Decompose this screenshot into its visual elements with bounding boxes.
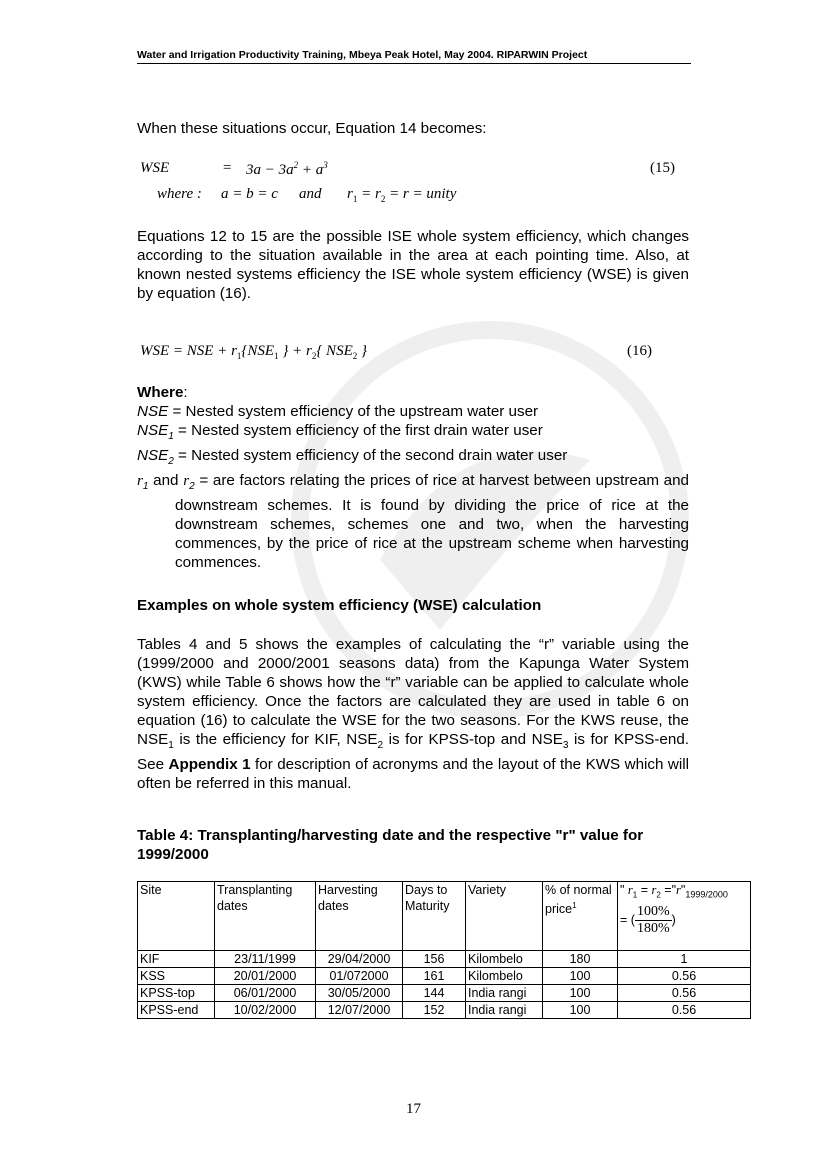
equation-16: WSE = NSE + $r_1\{NSE_1$ } + $r_2${ $NSE_2$ } (16) bbox=[140, 343, 652, 361]
page-number: 17 bbox=[406, 1101, 421, 1117]
equation-15-where: where : a = b = c and $r_1 = r_2 = r$ = unity bbox=[157, 186, 457, 204]
col-transplanting: Transplanting dates bbox=[215, 882, 316, 951]
equation-15 bbox=[140, 160, 690, 177]
definition-nse2: $NSE_2$ = Nested system efficiency of the second drain water user bbox=[137, 447, 568, 468]
col-variety: Variety bbox=[466, 882, 543, 951]
table-caption: Table 4: Transplanting/harvesting date and the respective "r" value for 1999/2000 bbox=[137, 827, 644, 863]
eq15-number: (15) bbox=[650, 160, 675, 176]
col-days: Days to Maturity bbox=[403, 882, 466, 951]
table-4 bbox=[137, 881, 751, 1019]
running-header: Water and Irrigation Productivity Training, Mbeya Peak Hotel, May 2004. RIPARWIN Project bbox=[137, 49, 691, 64]
col-site: Site bbox=[138, 882, 215, 951]
where-label: Where bbox=[137, 384, 184, 401]
where-block: Where: NSE = Nested system efficiency of the upstream water user $NSE_1$ = Nested system efficiency of the first drain water user $NSE_2$ = Nested system efficiency of the second drain water user $r_1$ and $r_2$ = are factors relating the prices of rice at harvest between upstream and downstream schemes. It is found by dividing the price of rice at the downstream schemes, schemes one and two, when the harvesting commences, by the price of rice at the upstream scheme when harvesting commences. bbox=[137, 384, 689, 572]
definition-r-factors: $r_1$ and $r_2$ = are factors relating the prices of rice at harvest between upstream and downstream schemes. It is found by dividing the price of rice at the downstream schemes, schemes one and two, when the harvesting commences, by the price of rice at the upstream scheme when harvesting commences. bbox=[137, 472, 689, 572]
table-row: KSS 20/01/2000 01/072000 161 Kilombelo 100 0.56 bbox=[138, 968, 751, 985]
paragraph-examples: Tables 4 and 5 shows the examples of calculating the “r” variable using the (1999/2000 and 2000/2001 seasons data) from the Kapunga Water System (KWS) while Table 6 shows how the “r” variable can be applied to calculate whole system efficiency. Once the factors are calculated they are used in table 6 on equation (16) to calculate the WSE for the two seasons. For the KWS reuse, the $NSE_1$ is the efficiency for KIF, $NSE_2$ is for KPSS-top and $NSE_3$ is for KPSS-end. See Appendix 1 for description of acronyms and the layout of the KWS which will often be referred in this manual. bbox=[137, 636, 689, 793]
eq16-number: (16) bbox=[627, 343, 652, 359]
col-harvesting: Harvesting dates bbox=[316, 882, 403, 951]
col-r-value: " $r_1 = r_2$ $="r"_{1999/2000}$ = ( $\frac{100\%}{180\%}$ ) bbox=[618, 882, 751, 951]
section-heading: Examples on whole system efficiency (WSE) calculation bbox=[137, 597, 542, 614]
eq15-equals: = bbox=[222, 160, 233, 176]
table-row: KIF 23/11/1999 29/04/2000 156 Kilombelo 180 1 bbox=[138, 951, 751, 968]
definition-nse: NSE = Nested system efficiency of the upstream water user bbox=[137, 403, 539, 420]
table-row: KPSS-end 10/02/2000 12/07/2000 152 India rangi 100 0.56 bbox=[138, 1002, 751, 1019]
col-price: % of normal price$^1$ bbox=[543, 882, 618, 951]
table-row: KPSS-top 06/01/2000 30/05/2000 144 India rangi 100 0.56 bbox=[138, 985, 751, 1002]
eq15-lhs: WSE bbox=[140, 160, 170, 176]
r-fraction: $\frac{100\%}{180\%}$ bbox=[636, 903, 670, 936]
eq15-rhs: $3a - 3a^2 + a^3$ bbox=[246, 160, 328, 178]
paragraph-equations: Equations 12 to 15 are the possible ISE whole system efficiency, which changes according to the situation available in the area at each pointing time. Also, at known nested systems efficiency the ISE whole system efficiency (WSE) is given by equation (16). bbox=[137, 228, 689, 302]
table-header-row bbox=[138, 882, 751, 951]
appendix-reference: Appendix 1 bbox=[168, 756, 251, 774]
intro-text: When these situations occur, Equation 14 becomes: bbox=[137, 120, 487, 137]
definition-nse1: $NSE_1$ = Nested system efficiency of the first drain water user bbox=[137, 422, 543, 443]
